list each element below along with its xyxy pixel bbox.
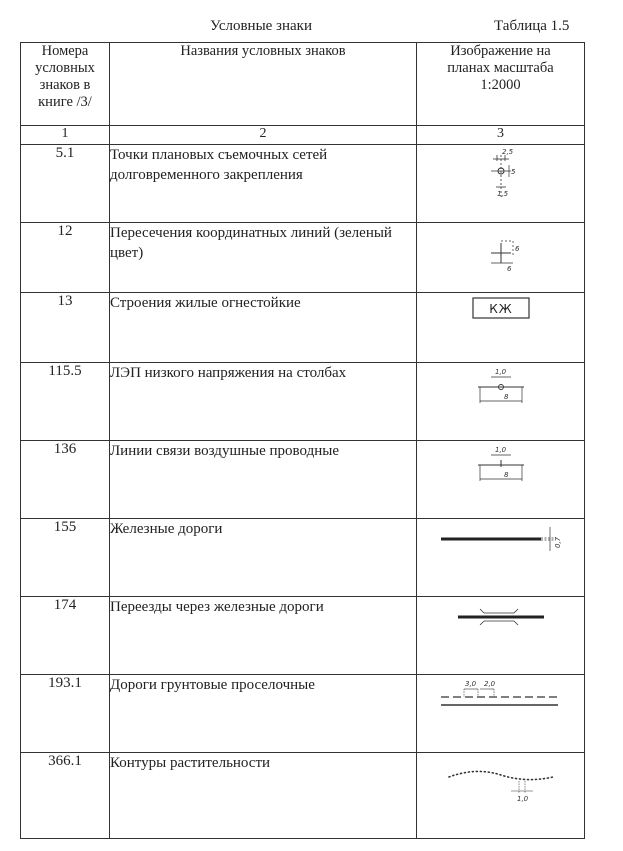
row-code: 193.1	[21, 675, 110, 753]
table-row	[21, 145, 585, 223]
vegetation-contour-icon	[441, 753, 561, 808]
row-symbol	[417, 363, 585, 441]
row-symbol	[417, 753, 585, 839]
row-code: 115.5	[21, 363, 110, 441]
power-line-icon	[466, 363, 536, 418]
header-name: Названия условных знаков	[110, 43, 417, 126]
row-code: 174	[21, 597, 110, 675]
column-number-1: 1	[21, 126, 110, 145]
column-number-3: 3	[417, 126, 585, 145]
header-row	[21, 43, 585, 126]
row-name: Точки плановых съемочных сетей долговременного закрепления	[110, 145, 417, 223]
row-symbol	[417, 597, 585, 675]
dirt-road-icon	[436, 675, 566, 720]
row-name: Пересечения координатных линий (зеленый цвет)	[110, 223, 417, 293]
dim-label: 6	[514, 245, 519, 253]
grid-intersection-icon	[471, 223, 531, 273]
row-code: 155	[21, 519, 110, 597]
table-row	[21, 363, 585, 441]
table-number: Таблица 1.5	[494, 18, 570, 34]
table-row	[21, 519, 585, 597]
railway-icon	[436, 519, 566, 559]
row-symbol	[417, 441, 585, 519]
row-symbol	[417, 145, 585, 223]
survey-point-icon	[471, 145, 531, 205]
header-image: Изображение на планах масштаба 1:2000	[417, 43, 585, 126]
dim-label: 2,5	[501, 148, 513, 156]
table-row	[21, 675, 585, 753]
table-row	[21, 597, 585, 675]
dim-label: 3,0	[464, 680, 476, 688]
row-name: Строения жилые огнестойкие	[110, 293, 417, 363]
building-label: КЖ	[488, 302, 513, 316]
row-symbol	[417, 675, 585, 753]
row-code: 12	[21, 223, 110, 293]
dim-label: 1,0	[494, 446, 506, 454]
dim-label: 1,5	[496, 190, 508, 198]
row-code: 136	[21, 441, 110, 519]
row-name: Контуры растительности	[110, 753, 417, 839]
table-row	[21, 293, 585, 363]
dim-label: 2,0	[483, 680, 495, 688]
header-code: Номера условных знаков в книге /3/	[21, 43, 110, 126]
column-number-2: 2	[110, 126, 417, 145]
page-title: Условные знаки	[210, 18, 312, 34]
communication-line-icon	[466, 441, 536, 496]
dim-label: 8	[503, 471, 508, 479]
row-name: Линии связи воздушные проводные	[110, 441, 417, 519]
dim-label: 0,7	[553, 536, 562, 548]
row-code: 5.1	[21, 145, 110, 223]
dim-label: 5	[510, 168, 515, 176]
row-code: 13	[21, 293, 110, 363]
dim-label: 6	[506, 265, 511, 273]
row-name: Дороги грунтовые проселочные	[110, 675, 417, 753]
row-name: Железные дороги	[110, 519, 417, 597]
column-number-row	[21, 126, 585, 145]
table-row	[21, 753, 585, 839]
table-row	[21, 441, 585, 519]
row-name: Переезды через железные дороги	[110, 597, 417, 675]
row-symbol	[417, 223, 585, 293]
row-symbol	[417, 519, 585, 597]
dim-label: 8	[503, 393, 508, 401]
fireproof-building-icon	[461, 293, 541, 323]
row-code: 366.1	[21, 753, 110, 839]
railway-crossing-icon	[446, 597, 556, 637]
row-symbol	[417, 293, 585, 363]
dim-label: 1,0	[494, 368, 506, 376]
dim-label: 1,0	[516, 795, 528, 803]
row-name: ЛЭП низкого напряжения на столбах	[110, 363, 417, 441]
table-row	[21, 223, 585, 293]
legend-table	[20, 42, 585, 839]
